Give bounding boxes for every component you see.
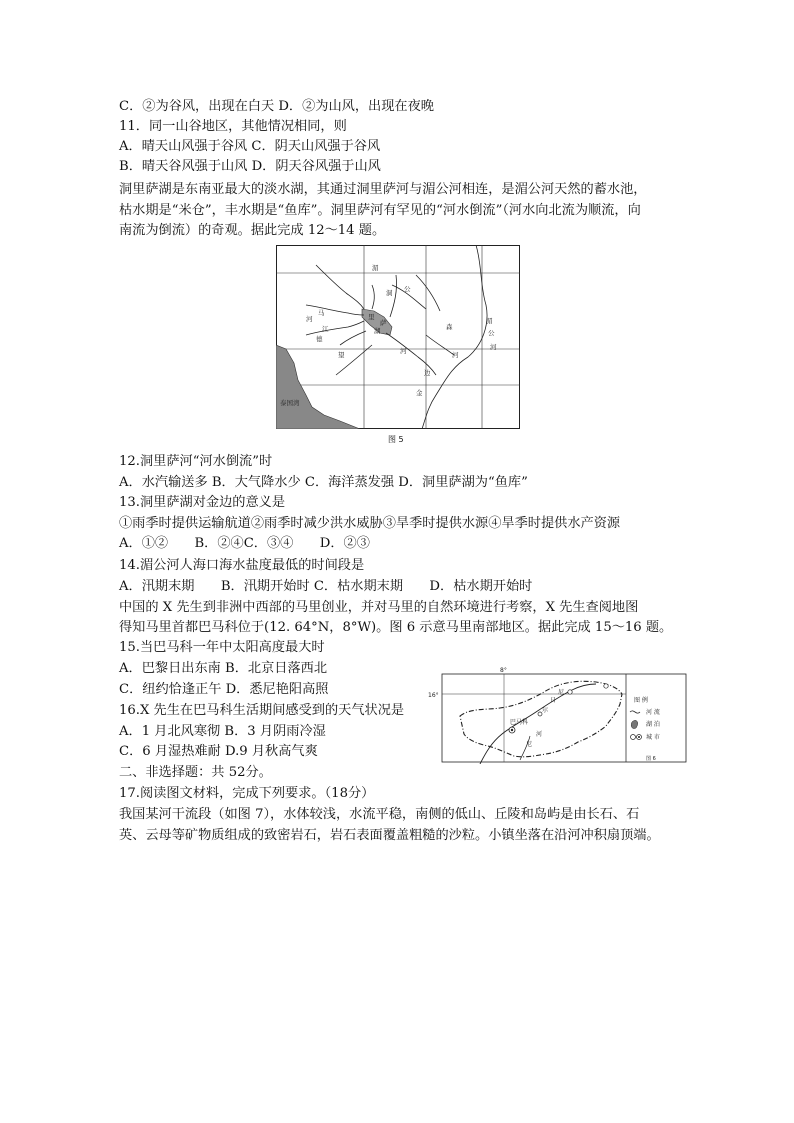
fig5-label: 湄	[372, 264, 379, 272]
text-line: 16.X 先生在巴马科生活期间感受到的天气状况是	[119, 703, 405, 718]
fig5-label: 德	[316, 335, 323, 343]
text-line: A．①② B．②④C．③④ D．②③	[119, 536, 370, 551]
text-line: 二、非选择题：共 52分。	[119, 765, 272, 780]
fig5-label: 望	[338, 351, 345, 359]
text-line: A．1 月北风寒彻 B．3 月阴雨冷湿	[119, 724, 326, 739]
text-line: 13.洞里萨湖对金边的意义是	[119, 495, 286, 510]
fig6-label: 巴马科	[510, 719, 529, 726]
fig6-label: 河	[536, 731, 543, 738]
text-line: ①雨季时提供运输航道②雨季时减少洪水威胁③旱季时提供水源④旱季时提供水产资源	[119, 516, 621, 531]
legend-item-city: 城 市	[646, 734, 660, 741]
text-line: A．水汽输送多 B．大气降水少 C．海洋蒸发强 D．洞里萨湖为“鱼库”	[119, 475, 528, 490]
text-line: 15.当巴马科一年中太阳高度最大时	[119, 640, 325, 655]
legend-item-lake: 湖 泊	[646, 721, 660, 728]
text-line: C．6 月湿热难耐 D.9 月秋高气爽	[119, 744, 318, 759]
text-line: 17.阅读图文材料，完成下列要求。（18分）	[119, 786, 375, 801]
text-line: 得知马里首都巴马科位于(12. 64°N，8°W)。图 6 示意马里南部地区。据此完成 15～16 题。	[119, 620, 673, 635]
fig6-label: 尔	[542, 707, 549, 714]
text-line: 英、云母等矿物质组成的致密岩石，岩石表面覆盖粗糙的沙粒。小镇坐落在沿河冲积扇顶端。	[119, 828, 660, 843]
figure-5-caption: 图 5	[388, 435, 404, 444]
figure-6-caption: 图 6	[646, 756, 656, 762]
fig5-label: 马	[318, 309, 325, 317]
text-line: A．晴天山风强于谷风 C．阴天山风强于谷风	[119, 139, 381, 154]
fig5-label: 金	[416, 389, 423, 397]
text-line: 12.洞里萨河“河水倒流”时	[119, 454, 273, 469]
fig6-label: 尼	[558, 689, 565, 696]
fig5-label: 公	[404, 285, 411, 293]
fig6-longitude-label: 8°	[500, 667, 507, 674]
text-line: A．汛期末期 B．汛期开始时 C．枯水期末期 D．枯水期开始时	[119, 579, 533, 594]
fig5-label: 森	[446, 323, 453, 331]
text-line: 洞里萨湖是东南亚最大的淡水湖，其通过洞里萨河与湄公河相连，是湄公河天然的蓄水池，	[119, 182, 647, 197]
fig5-label: 河	[490, 343, 497, 351]
text-line: 我国某河干流段（如图 7），水体较浅，水流平稳，南侧的低山、丘陵和岛屿是由长石、石	[119, 807, 640, 822]
fig5-label: 萨	[380, 319, 387, 327]
text-line: C．②为谷风，出现在白天 D．②为山风，出现在夜晚	[119, 99, 434, 114]
text-line: 11．同一山谷地区，其他情况相同，则	[119, 119, 347, 134]
fig5-label: 泰国湾	[280, 399, 300, 407]
fig5-label: 河	[400, 347, 407, 355]
fig5-label: 里	[368, 313, 375, 321]
fig5-label: 边	[424, 369, 431, 377]
fig6-latitude-label: 16°	[428, 692, 439, 699]
fig6-label: 尼	[526, 741, 533, 748]
fig5-label: 江	[322, 325, 329, 333]
figure-5-map	[276, 245, 520, 429]
legend-city-icon	[631, 735, 636, 740]
legend-item-river: 河 流	[646, 709, 660, 716]
text-line: 南流为倒流）的奇观。据此完成 12～14 题。	[119, 223, 386, 238]
text-line: A．巴黎日出东南 B．北京日落西北	[119, 661, 328, 676]
legend-title: 图 例	[634, 697, 648, 704]
text-line: 14.湄公河人海口海水盐度最低的时间段是	[119, 558, 365, 573]
legend-lake-icon	[631, 720, 637, 728]
fig5-label: 河	[306, 315, 313, 323]
text-line: 中国的 X 先生到非洲中西部的马里创业，并对马里的自然环境进行考察，X 先生查阅地图	[119, 600, 639, 615]
fig5-label: 湖	[374, 327, 381, 335]
text-line: B．晴天谷风强于山风 D．阴天谷风强于山风	[119, 159, 381, 174]
fig5-label: 公	[488, 329, 495, 337]
text-line: C．纽约恰逢正午 D．悉尼艳阳高照	[119, 682, 329, 697]
fig5-label: 河	[452, 351, 459, 359]
figure-6-map	[420, 664, 690, 764]
fig6-label: 日	[550, 697, 557, 704]
text-line: 枯水期是“米仓”，丰水期是“鱼库”。洞里萨河有罕见的“河水倒流”（河水向北流为顺流，向	[119, 203, 641, 218]
fig5-label: 洞	[386, 289, 393, 297]
fig5-label: 湄	[486, 317, 493, 325]
